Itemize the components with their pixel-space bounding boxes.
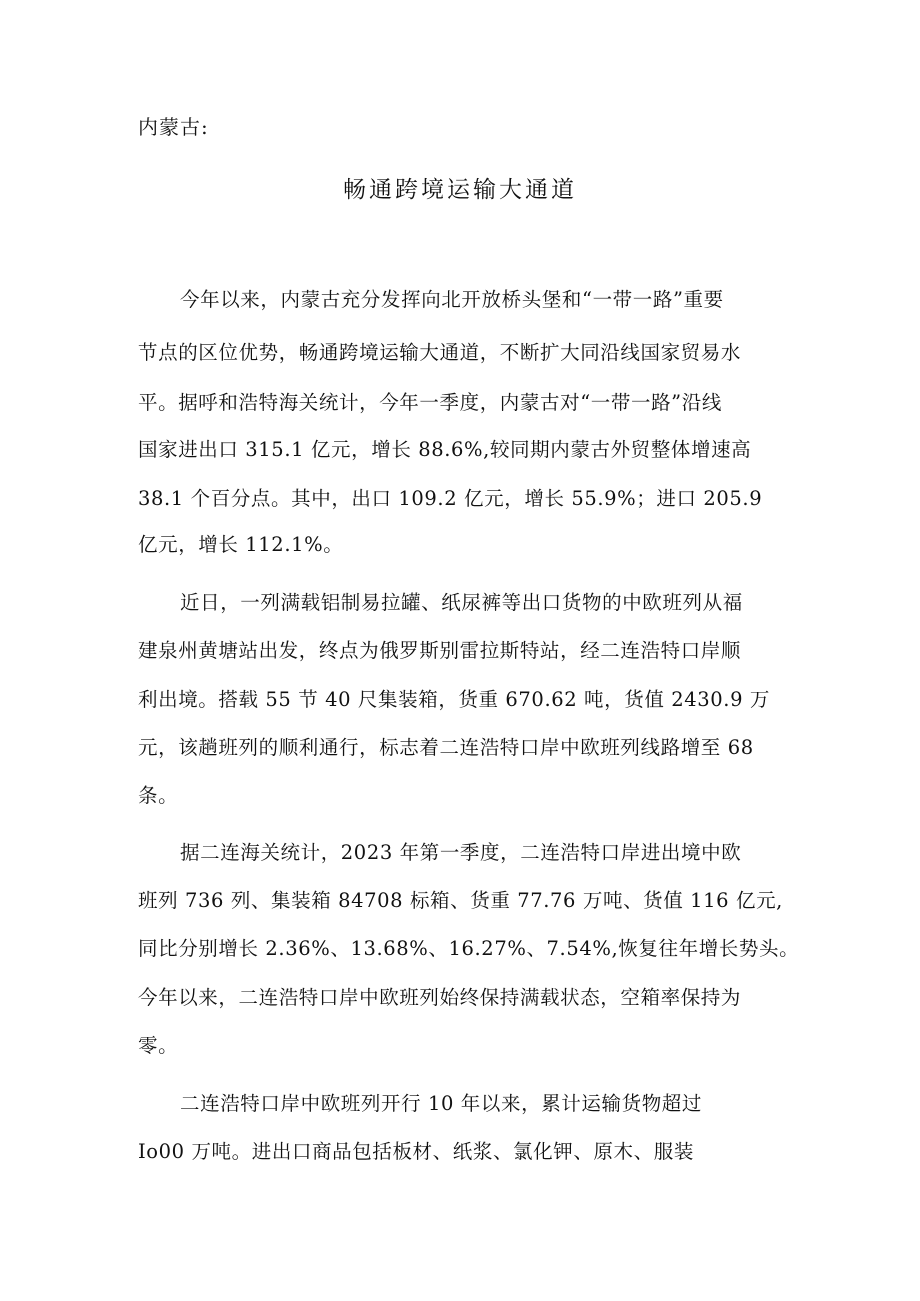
- paragraph-line: 零。: [138, 1034, 179, 1057]
- paragraph-line: 据二连海关统计，2023 年第一季度，二连浩特口岸进出境中欧: [180, 841, 742, 864]
- paragraph-line: 利出境。搭载 55 节 40 尺集装箱，货重 670.62 吨，货值 2430.9 万: [138, 688, 770, 711]
- paragraph-line: 元，该趟班列的顺利通行，标志着二连浩特口岸中欧班列线路增至 68: [138, 736, 754, 759]
- paragraph-line: 国家进出口 315.1 亿元，增长 88.6%,较同期内蒙古外贸整体增速高: [138, 438, 752, 461]
- paragraph-line: 班列 736 列、集装箱 84708 标箱、货重 77.76 万吨、货值 116 亿元,: [138, 889, 783, 912]
- paragraph-line: 二连浩特口岸中欧班列开行 10 年以来，累计运输货物超过: [180, 1092, 703, 1115]
- paragraph-line: 今年以来，内蒙古充分发挥向北开放桥头堡和“一带一路”重要: [180, 288, 724, 311]
- paragraph-line: 亿元，增长 112.1%。: [138, 533, 344, 556]
- region-label: 内蒙古:: [138, 115, 209, 139]
- paragraph-line: 建泉州黄塘站出发，终点为俄罗斯别雷拉斯特站，经二连浩特口岸顺: [138, 639, 742, 662]
- paragraph-line: 平。据呼和浩特海关统计，今年一季度，内蒙古对“一带一路”沿线: [138, 391, 722, 414]
- paragraph-line: 同比分别增长 2.36%、13.68%、16.27%、7.54%,恢复往年增长势头。: [138, 937, 800, 960]
- article-title: 畅通跨境运输大通道: [343, 177, 577, 203]
- paragraph-line: 今年以来，二连浩特口岸中欧班列始终保持满载状态，空箱率保持为: [138, 986, 742, 1009]
- paragraph-line: 38.1 个百分点。其中，出口 109.2 亿元，增长 55.9%；进口 205.9: [138, 487, 763, 510]
- paragraph-line: 条。: [138, 784, 179, 807]
- paragraph-line: 节点的区位优势，畅通跨境运输大通道，不断扩大同沿线国家贸易水: [138, 341, 742, 364]
- paragraph-line: Io00 万吨。进出口商品包括板材、纸浆、氯化钾、原木、服装: [138, 1140, 694, 1163]
- paragraph-line: 近日，一列满载铝制易拉罐、纸尿裤等出口货物的中欧班列从福: [180, 591, 743, 614]
